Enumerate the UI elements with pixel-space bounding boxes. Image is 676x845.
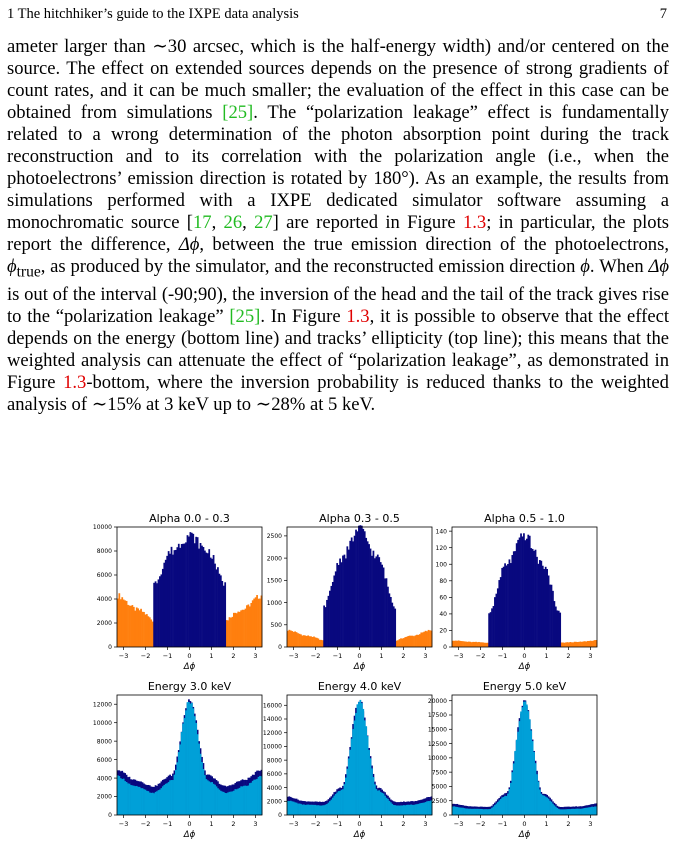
x-tick-label: 2 [231, 652, 236, 660]
y-tick-label: 10000 [92, 524, 112, 532]
histogram-bar [394, 609, 396, 647]
x-tick-label: 2 [401, 820, 406, 828]
running-title: 1 The hitchhiker’s guide to the IXPE data analysis [7, 6, 299, 22]
text-run: , [211, 212, 224, 234]
x-tick-label: −3 [118, 652, 129, 660]
y-tick-label: 10000 [427, 755, 447, 763]
x-tick-label: −2 [140, 652, 151, 660]
math-subscript: true [16, 264, 41, 282]
x-tick-label: 3 [588, 652, 593, 660]
y-tick-label: 120 [435, 544, 447, 552]
panel-title: Energy 5.0 keV [482, 680, 567, 693]
body-paragraph [7, 36, 669, 417]
x-tick-label: 2 [231, 820, 236, 828]
y-tick-label: 16000 [262, 702, 282, 710]
x-tick-label: 1 [209, 652, 214, 660]
citation-link[interactable]: 27 [254, 212, 273, 234]
panel-title: Alpha 0.3 - 0.5 [319, 512, 400, 525]
x-tick-label: −2 [310, 820, 321, 828]
y-tick-label: 15000 [427, 726, 447, 734]
y-tick-label: 8000 [96, 548, 112, 556]
histogram-bar [559, 613, 561, 647]
y-tick-label: 0 [108, 644, 112, 652]
x-tick-label: 0 [522, 820, 527, 828]
y-tick-label: 0 [278, 644, 282, 652]
text-run: ; in particular, the plots report the difference, [7, 212, 669, 256]
y-tick-label: 8000 [266, 757, 282, 765]
panel-title: Alpha 0.0 - 0.3 [149, 512, 230, 525]
histogram-bar [224, 582, 226, 647]
y-tick-label: 40 [439, 611, 447, 619]
y-tick-label: 140 [435, 528, 447, 536]
x-tick-label: 3 [253, 652, 258, 660]
histogram-panel [263, 680, 432, 840]
figure-1-3 [70, 505, 610, 840]
running-head [7, 6, 667, 23]
x-tick-label: 1 [209, 820, 214, 828]
y-tick-label: 2500 [266, 533, 282, 541]
y-tick-label: 7500 [431, 769, 447, 777]
x-tick-label: −3 [288, 652, 299, 660]
y-tick-label: 1000 [266, 599, 282, 607]
x-tick-label: 1 [544, 652, 549, 660]
y-tick-label: 60 [439, 594, 447, 602]
math-symbol: ϕ [7, 256, 17, 278]
text-run: , [242, 212, 255, 234]
x-tick-label: 2 [566, 652, 571, 660]
y-tick-label: 6000 [96, 572, 112, 580]
text-run: , as produced by the simulator, and the reconstructed emission direction [40, 256, 581, 278]
math-symbol: Δϕ [178, 234, 200, 256]
y-tick-label: 10000 [92, 719, 112, 727]
x-tick-label: −3 [453, 820, 464, 828]
y-tick-label: 20000 [427, 697, 447, 705]
x-tick-label: 3 [423, 820, 428, 828]
x-tick-label: 3 [253, 820, 258, 828]
x-tick-label: 1 [379, 652, 384, 660]
x-tick-label: 3 [588, 820, 593, 828]
paragraph-text [7, 36, 669, 417]
x-tick-label: −1 [497, 820, 508, 828]
y-tick-label: 0 [443, 812, 447, 820]
histogram-panel [93, 512, 262, 672]
text-run: ameter larger than ∼30 arcsec, which is the half-energy width) and/or centered on the source. The effect on extended sources depends on the presence of strong gradients of count rates, and it can be much smaller; the evaluation of the effect in this case can be obtained from simulations [7, 36, 669, 124]
y-tick-label: 4000 [96, 596, 112, 604]
citation-link[interactable]: [25] [222, 102, 254, 124]
x-tick-label: 1 [544, 820, 549, 828]
citation-link[interactable]: 26 [223, 212, 243, 234]
y-tick-label: 2500 [431, 797, 447, 805]
x-tick-label: 0 [187, 652, 192, 660]
y-tick-label: 20 [439, 627, 447, 635]
y-tick-label: 17500 [427, 712, 447, 720]
text-run: , between the true emission direction of the photoelectrons, [199, 234, 669, 256]
page-number: 7 [659, 6, 667, 22]
x-tick-label: −3 [453, 652, 464, 660]
y-tick-label: 1500 [266, 577, 282, 585]
y-tick-label: 500 [270, 621, 282, 629]
figure-link[interactable]: 1.3 [462, 212, 487, 234]
text-run: . In Figure [260, 306, 347, 328]
x-tick-label: −2 [475, 820, 486, 828]
y-tick-label: 2000 [266, 555, 282, 563]
figure-link[interactable]: 1.3 [346, 306, 370, 328]
x-tick-label: −1 [332, 652, 343, 660]
panel-title: Alpha 0.5 - 1.0 [484, 512, 565, 525]
y-tick-label: 0 [443, 644, 447, 652]
y-tick-label: 6000 [96, 756, 112, 764]
y-tick-label: 4000 [96, 775, 112, 783]
y-tick-label: 0 [108, 812, 112, 820]
y-tick-label: 100 [435, 561, 447, 569]
citation-link[interactable]: [25] [229, 306, 261, 328]
y-tick-label: 6000 [266, 771, 282, 779]
text-run: ] are reported in Figure [272, 212, 463, 234]
y-tick-label: 12000 [92, 701, 112, 709]
y-tick-label: 8000 [96, 738, 112, 746]
text-run: is out of the interval (-90;90), the inversion of the head and the tail of the track gives rise to the “polarization leakage” [7, 284, 669, 328]
text-run: . When [589, 256, 649, 278]
x-tick-label: 0 [187, 820, 192, 828]
x-tick-label: −1 [162, 820, 173, 828]
x-axis-label: Δϕ [353, 662, 366, 672]
y-tick-label: 14000 [262, 716, 282, 724]
x-tick-label: −2 [475, 652, 486, 660]
text-run: . The “polarization leakage” effect is fundamentally related to a wrong determination of the photon absorption point during the track reconstruction and to its correlation with the polarization angle (i.e., when the photoelectrons’ emission direction is rotated by 180°). As an example, the results from simulations performed with a IXPE dedicated simulator software assuming a monochromatic source [ [7, 102, 669, 234]
y-tick-label: 12000 [262, 729, 282, 737]
x-axis-label: Δϕ [183, 662, 196, 672]
x-axis-label: Δϕ [518, 662, 531, 672]
x-tick-label: 2 [401, 652, 406, 660]
y-tick-label: 0 [278, 812, 282, 820]
y-tick-label: 12500 [427, 740, 447, 748]
y-tick-label: 10000 [262, 743, 282, 751]
x-tick-label: −1 [162, 652, 173, 660]
x-axis-label: Δϕ [518, 830, 531, 840]
histogram-panel [93, 680, 262, 840]
x-tick-label: 2 [566, 820, 571, 828]
text-run: -bottom, where the inversion probability is reduced thanks to the weighted analysis of ∼15% at 3 keV up to ∼28% at 5 keV. [7, 372, 669, 416]
x-tick-label: 1 [379, 820, 384, 828]
y-tick-label: 5000 [431, 783, 447, 791]
histogram-panel [436, 512, 598, 672]
y-tick-label: 2000 [96, 793, 112, 801]
x-axis-label: Δϕ [183, 830, 196, 840]
x-tick-label: −1 [497, 652, 508, 660]
figure-link[interactable]: 1.3 [63, 372, 87, 394]
x-tick-label: 0 [522, 652, 527, 660]
citation-link[interactable]: 17 [193, 212, 212, 234]
y-tick-label: 2000 [266, 798, 282, 806]
x-tick-label: 0 [357, 820, 362, 828]
y-tick-label: 80 [439, 577, 447, 585]
x-tick-label: −2 [140, 820, 151, 828]
x-tick-label: −2 [310, 652, 321, 660]
x-tick-label: 3 [423, 652, 428, 660]
x-axis-label: Δϕ [353, 830, 366, 840]
text-run: , it is possible to observe that the effect depends on the energy (bottom line) and tracks’ ellipticity (top line); this means that the weighted analysis can attenuate the effect of “polarization leakage”, as demonstrated in Figure [7, 306, 669, 394]
histogram-grid [70, 505, 610, 840]
x-tick-label: 0 [357, 652, 362, 660]
math-symbol: ϕ [580, 256, 590, 278]
math-symbol: Δϕ [648, 256, 669, 278]
x-tick-label: −3 [288, 820, 299, 828]
panel-title: Energy 4.0 keV [317, 680, 402, 693]
histogram-panel [428, 680, 597, 840]
x-tick-label: −1 [332, 820, 343, 828]
histogram-panel [267, 512, 433, 672]
panel-title: Energy 3.0 keV [147, 680, 232, 693]
y-tick-label: 2000 [96, 620, 112, 628]
y-tick-label: 4000 [266, 784, 282, 792]
x-tick-label: −3 [118, 820, 129, 828]
